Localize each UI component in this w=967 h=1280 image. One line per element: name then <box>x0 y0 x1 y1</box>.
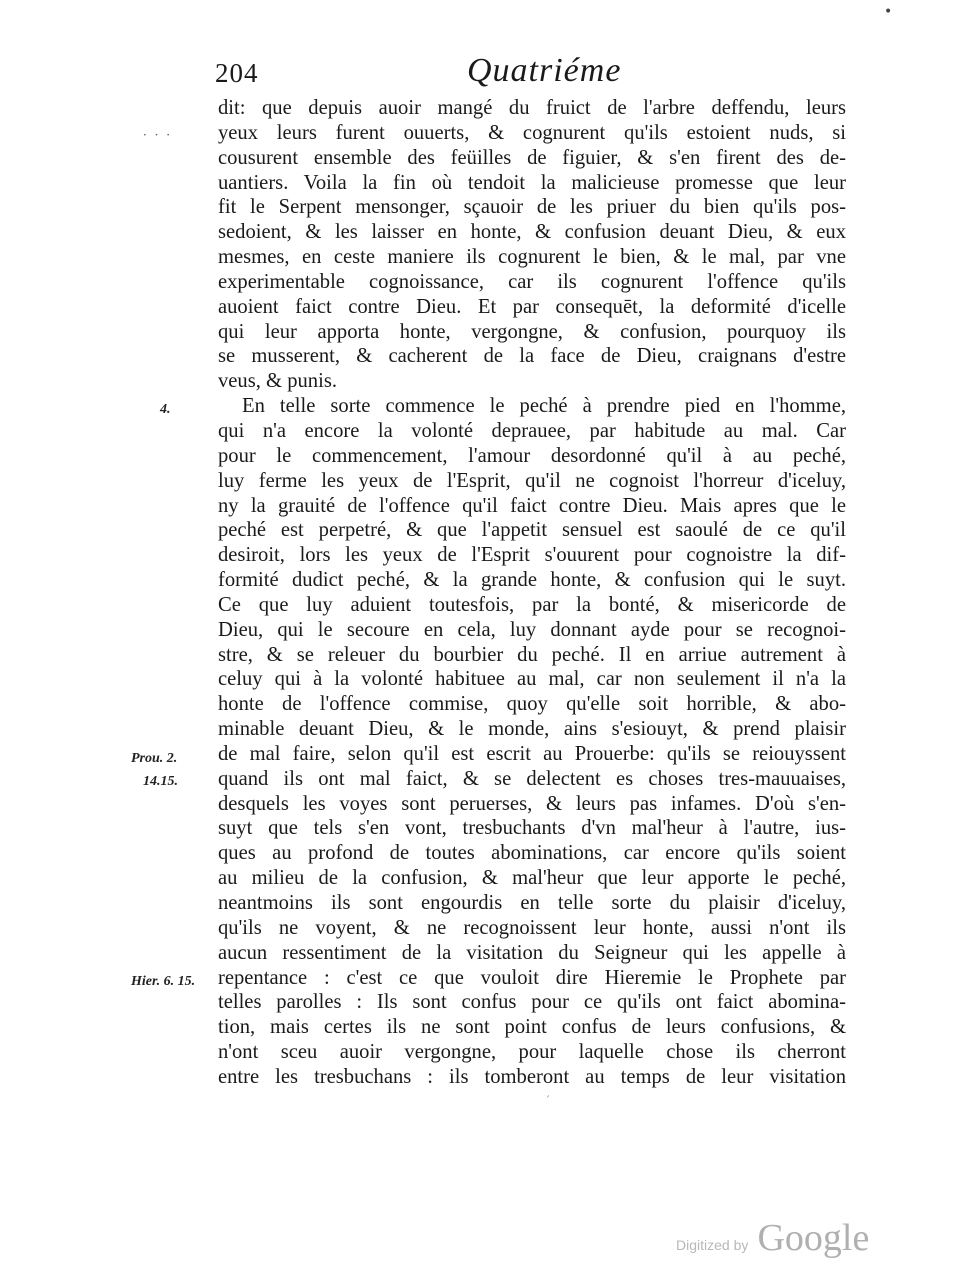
margin-dots: · · · <box>143 128 173 142</box>
watermark-prefix: Digitized by <box>676 1237 749 1253</box>
text-line: En telle sorte commence le peché à prendre pied en l'homme, <box>242 395 846 418</box>
corner-mark: • <box>884 4 893 20</box>
text-line: Dieu, qui le secoure en cela, luy donnant ayde pour se recognoi- <box>218 618 846 641</box>
text-line: ques au profond de toutes abominations, car encore qu'ils soient <box>218 842 846 865</box>
text-line: cousurent ensemble des feüilles de figuier, & s'en firent des de- <box>218 146 846 169</box>
text-line: minable deuant Dieu, & le monde, ains s'esiouyt, & prend plaisir <box>218 718 846 741</box>
text-line: desquels les voyes sont peruerses, & leurs pas infames. D'où s'en- <box>218 792 846 815</box>
text-line: n'ont sceu auoir vergongne, pour laquelle chose ils cherront <box>218 1041 846 1064</box>
text-line: luy ferme les yeux de l'Esprit, qu'il ne cognoist l'horreur d'iceluy, <box>218 469 846 492</box>
text-line: auoient faict contre Dieu. Et par consequēt, la deformité d'icelle <box>218 295 846 318</box>
google-logo: Google <box>757 1217 870 1259</box>
text-line: telles parolles : Ils sont confus pour ce qu'ils ont faict abomina- <box>218 991 846 1014</box>
text-line: ny la grauité de l'offence qu'il faict contre Dieu. Mais apres que le <box>218 494 846 517</box>
digitization-watermark <box>676 1216 869 1260</box>
text-line: veus, & punis. <box>218 370 337 393</box>
text-line: qui n'a encore la volonté deprauee, par habitude au mal. Car <box>218 419 846 442</box>
text-line: suyt que tels s'en vont, tresbuchants d'vn mal'heur à l'autre, ius- <box>218 817 846 840</box>
text-line: desiroit, lors les yeux de l'Esprit s'ouurent pour cognoistre la dif- <box>218 544 846 567</box>
text-line: formité dudict peché, & la grande honte, & confusion qui le suyt. <box>218 569 846 592</box>
margin-note-section-4: 4. <box>160 402 171 417</box>
text-line: se musserent, & cacherent de la face de Dieu, craignans d'estre <box>218 345 846 368</box>
text-line: qu'ils ne voyent, & ne recognoissent leur honte, aussi n'ont ils <box>218 916 846 939</box>
text-line: peché est perpetré, & que l'appetit sensuel est saoulé de ce qu'il <box>218 519 846 542</box>
text-line: stre, & se releuer du bourbier du peché. Il en arriue autrement à <box>218 643 846 666</box>
text-line: experimentable cognoissance, car ils cognurent l'offence qu'ils <box>218 270 846 293</box>
margin-note-prouerbes-verses: 14.15. <box>143 774 178 789</box>
text-line: qui leur apporta honte, vergongne, & confusion, pourquoy ils <box>218 320 846 343</box>
page-number: 204 <box>215 58 259 88</box>
text-line: aucun ressentiment de la visitation du Seigneur qui les appelle à <box>218 941 846 964</box>
text-line: honte de l'offence commise, quoy qu'elle soit horrible, & abo- <box>218 693 846 716</box>
body-text <box>218 96 846 1090</box>
text-line: yeux leurs furent ouuerts, & cognurent qu'ils estoient nuds, si <box>218 121 846 144</box>
margin-note-hieremie-ref: Hier. 6. 15. <box>131 974 196 989</box>
text-line: de mal faire, selon qu'il est escrit au Prouerbe: qu'ils se reiouyssent <box>218 742 846 765</box>
text-line: repentance : c'est ce que vouloit dire Hieremie le Prophete par <box>218 966 846 989</box>
page-header <box>215 52 805 92</box>
text-line: fit le Serpent mensonger, sçauoir de les priuer du bien qu'ils pos- <box>218 196 846 219</box>
text-line: quand ils ont mal faict, & se delectent es choses tres-mauuaises, <box>218 767 846 790</box>
running-title: Quatriéme <box>467 52 622 89</box>
text-line: uantiers. Voila la fin où tendoit la malicieuse promesse que leur <box>218 171 846 194</box>
text-line: au milieu de la confusion, & mal'heur que leur apporte le peché, <box>218 867 846 890</box>
text-line: mesmes, en ceste maniere ils cognurent le bien, & le mal, par vne <box>218 246 846 269</box>
text-line: neantmoins ils sont engourdis en telle sorte du plaisir d'iceluy, <box>218 892 846 914</box>
text-line: dit: que depuis auoir mangé du fruict de l'arbre deffendu, leurs <box>218 97 846 119</box>
text-line: entre les tresbuchans : ils tomberont au temps de leur visitation <box>218 1065 846 1088</box>
margin-note-prouerbes-ref: Prou. 2. <box>131 751 178 766</box>
text-line: sedoient, & les laisser en honte, & confusion deuant Dieu, & eux <box>218 221 846 244</box>
text-line: celuy qui à la volonté habituee au mal, car non seulement il n'a la <box>218 668 846 691</box>
stray-ink-mark: ´ <box>545 1096 550 1107</box>
text-line: Ce que luy aduient toutesfois, par la bonté, & misericorde de <box>218 593 846 616</box>
text-line: tion, mais certes ils ne sont point confus de leurs confusions, & <box>218 1016 846 1039</box>
text-line: pour le commencement, l'amour desordonné qu'il à au peché, <box>218 444 846 467</box>
